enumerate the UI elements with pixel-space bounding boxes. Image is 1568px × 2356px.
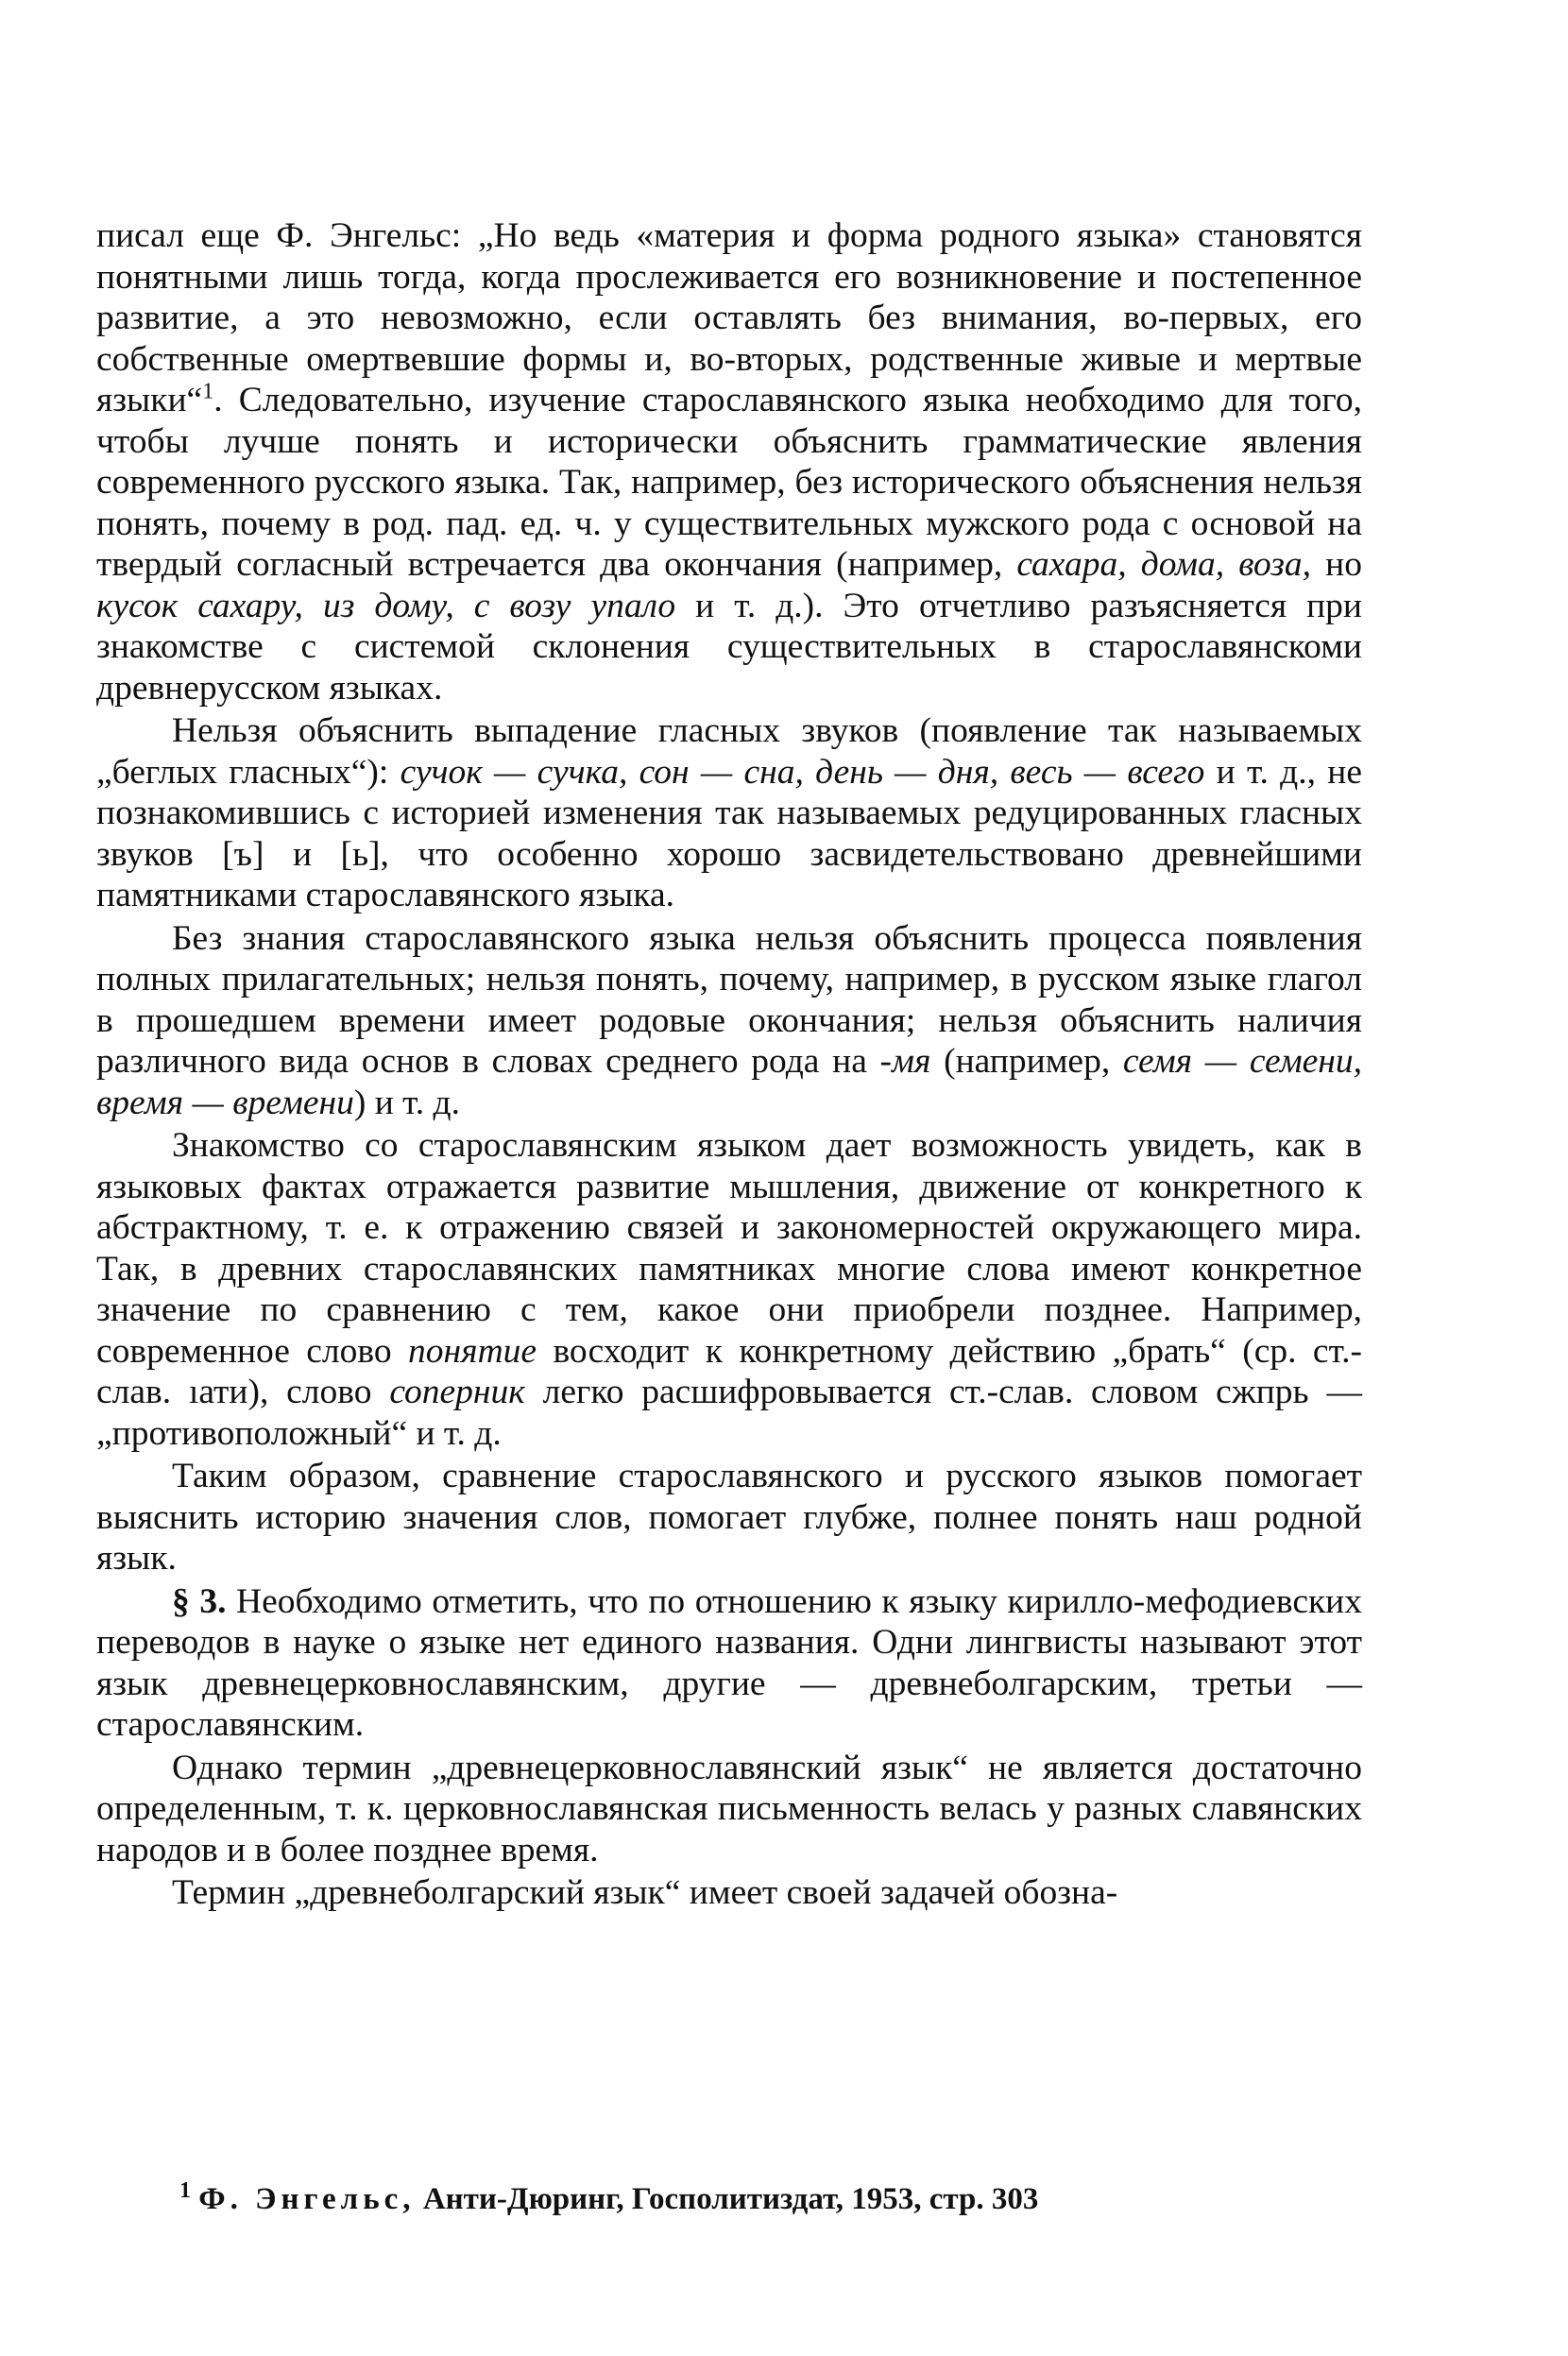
paragraph-7 [96, 1748, 1362, 1871]
paragraph-3-text-b: (например, [930, 1042, 1123, 1081]
paragraph-1 [96, 215, 1362, 709]
paragraph-3-text-c: ) и т. д. [353, 1083, 460, 1122]
paragraph-7-text-a: Однако термин „древнецерковнославянский язык“ не является достаточно определенным, т. к. церковнославянская письменность велась у разных славянских народов и в более позднее время. [96, 1748, 1362, 1869]
paragraph-1-example-1: сахара, дома, воза, [1016, 545, 1312, 584]
paragraph-4-text-b: восходит к конкретному действию „брать“ (ср. ст.-слав. ıати), слово [96, 1331, 1363, 1411]
page-body [96, 215, 1362, 1916]
paragraph-2-text-b: и т. д., не познакомившись с историей изменения так называемых редуцированных гласных звуков [ъ] и [ь], что особенно хорошо засвидетельствовано древнейшими памятниками старославянского языка. [96, 752, 1362, 914]
paragraph-3-example-1: -мя [879, 1042, 931, 1081]
section-number: § 3. [172, 1581, 227, 1621]
paragraph-5 [96, 1456, 1362, 1579]
footnote-reference: 1 [202, 379, 214, 404]
paragraph-5-text-a: Таким образом, сравнение старославянского и русского языков помогает выяснить историю значения слов, помогает глубже, полнее понять наш родной язык. [96, 1457, 1362, 1578]
paragraph-1-text-a: писал еще Ф. Энгельс: „Но ведь «материя и форма родного языка» становятся понятными лишь тогда, когда прослеживается его возникновение и постепенное развитие, а это невозможно, если оставлять без внимания, во-первых, его собственные омертвевшие формы и, во-вторых, родственные живые и мертвые языки“ [96, 216, 1362, 419]
paragraph-8-text-a: Термин „древнеболгарский язык“ имеет своей задачей обозна- [172, 1873, 1118, 1912]
paragraph-3-text-a: Без знания старославянского языка нельзя объяснить процесса появления полных прилагательных; нельзя понять, почему, например, в русском языке глагол в прошедшем времени имеет родовые окончания; нельзя объяснить наличия различного вида основ в словах среднего рода на [96, 918, 1362, 1081]
paragraph-4-example-2: соперник [389, 1373, 525, 1411]
paragraph-2-text-a: Нельзя объяснить выпадение гласных звуков (появление так называемых „беглых гласных“): [96, 711, 1362, 792]
footnote-author: Ф. Энгельс, [198, 2182, 416, 2216]
footnote-text: Анти-Дюринг, Госполитиздат, 1953, стр. 303 [415, 2182, 1039, 2216]
paragraph-4-example-1: понятие [408, 1331, 537, 1371]
paragraph-1-text-d: и т. д.). Это отчетливо разъясняется при знакомстве с системой склонения существительных в старославянскоми древнерусском языках. [96, 586, 1362, 708]
paragraph-6-text-a: Необходимо отметить, что по отношению к языку кирилло-мефодиевских переводов в науке о языке нет единого названия. Одни лингвисты называют этот язык древнецерковнославянским, другие — древнеболгарским, третьи — старославянским. [96, 1581, 1362, 1744]
paragraph-1-example-2: кусок сахару, из дому, с возу упало [96, 586, 676, 625]
paragraph-4-text-a: Знакомство со старославянским языком дает возможность увидеть, как в языковых фактах отражается развитие мышления, движение от конкретного к абстрактному, т. е. к отражению связей и закономерностей окружающего мира. Так, в древних старославянских памятниках многие слова имеют конкретное значение по сравнению с тем, какое они приобрели позднее. Например, современное слово [96, 1126, 1362, 1371]
paragraph-4 [96, 1125, 1362, 1454]
paragraph-1-text-b: . Следовательно, изучение старославянского языка необходимо для того, чтобы лучше понять и исторически объяснить грамматические явления современного русского языка. Так, например, без исторического объяснения нельзя понять, почему в род. пад. ед. ч. у существительных мужского рода с основой на твердый согласный встречается два окончания (например, [96, 381, 1362, 584]
paragraph-2-example-1: сучок — сучка, сон — сна, день — дня, весь — всего [400, 752, 1205, 792]
footnote-mark: 1 [179, 2178, 191, 2203]
paragraph-2 [96, 710, 1362, 916]
paragraph-4-text-c: легко расшифровывается ст.-слав. словом сжпрь — „противоположный“ и т. д. [96, 1373, 1362, 1453]
paragraph-3-example-2: семя — семени, время — времени [96, 1042, 1363, 1122]
paragraph-6 [96, 1581, 1362, 1746]
footnote [179, 2180, 1313, 2218]
paragraph-8 [96, 1872, 1362, 1914]
paragraph-3 [96, 918, 1362, 1124]
paragraph-1-text-c: но [1311, 545, 1363, 584]
